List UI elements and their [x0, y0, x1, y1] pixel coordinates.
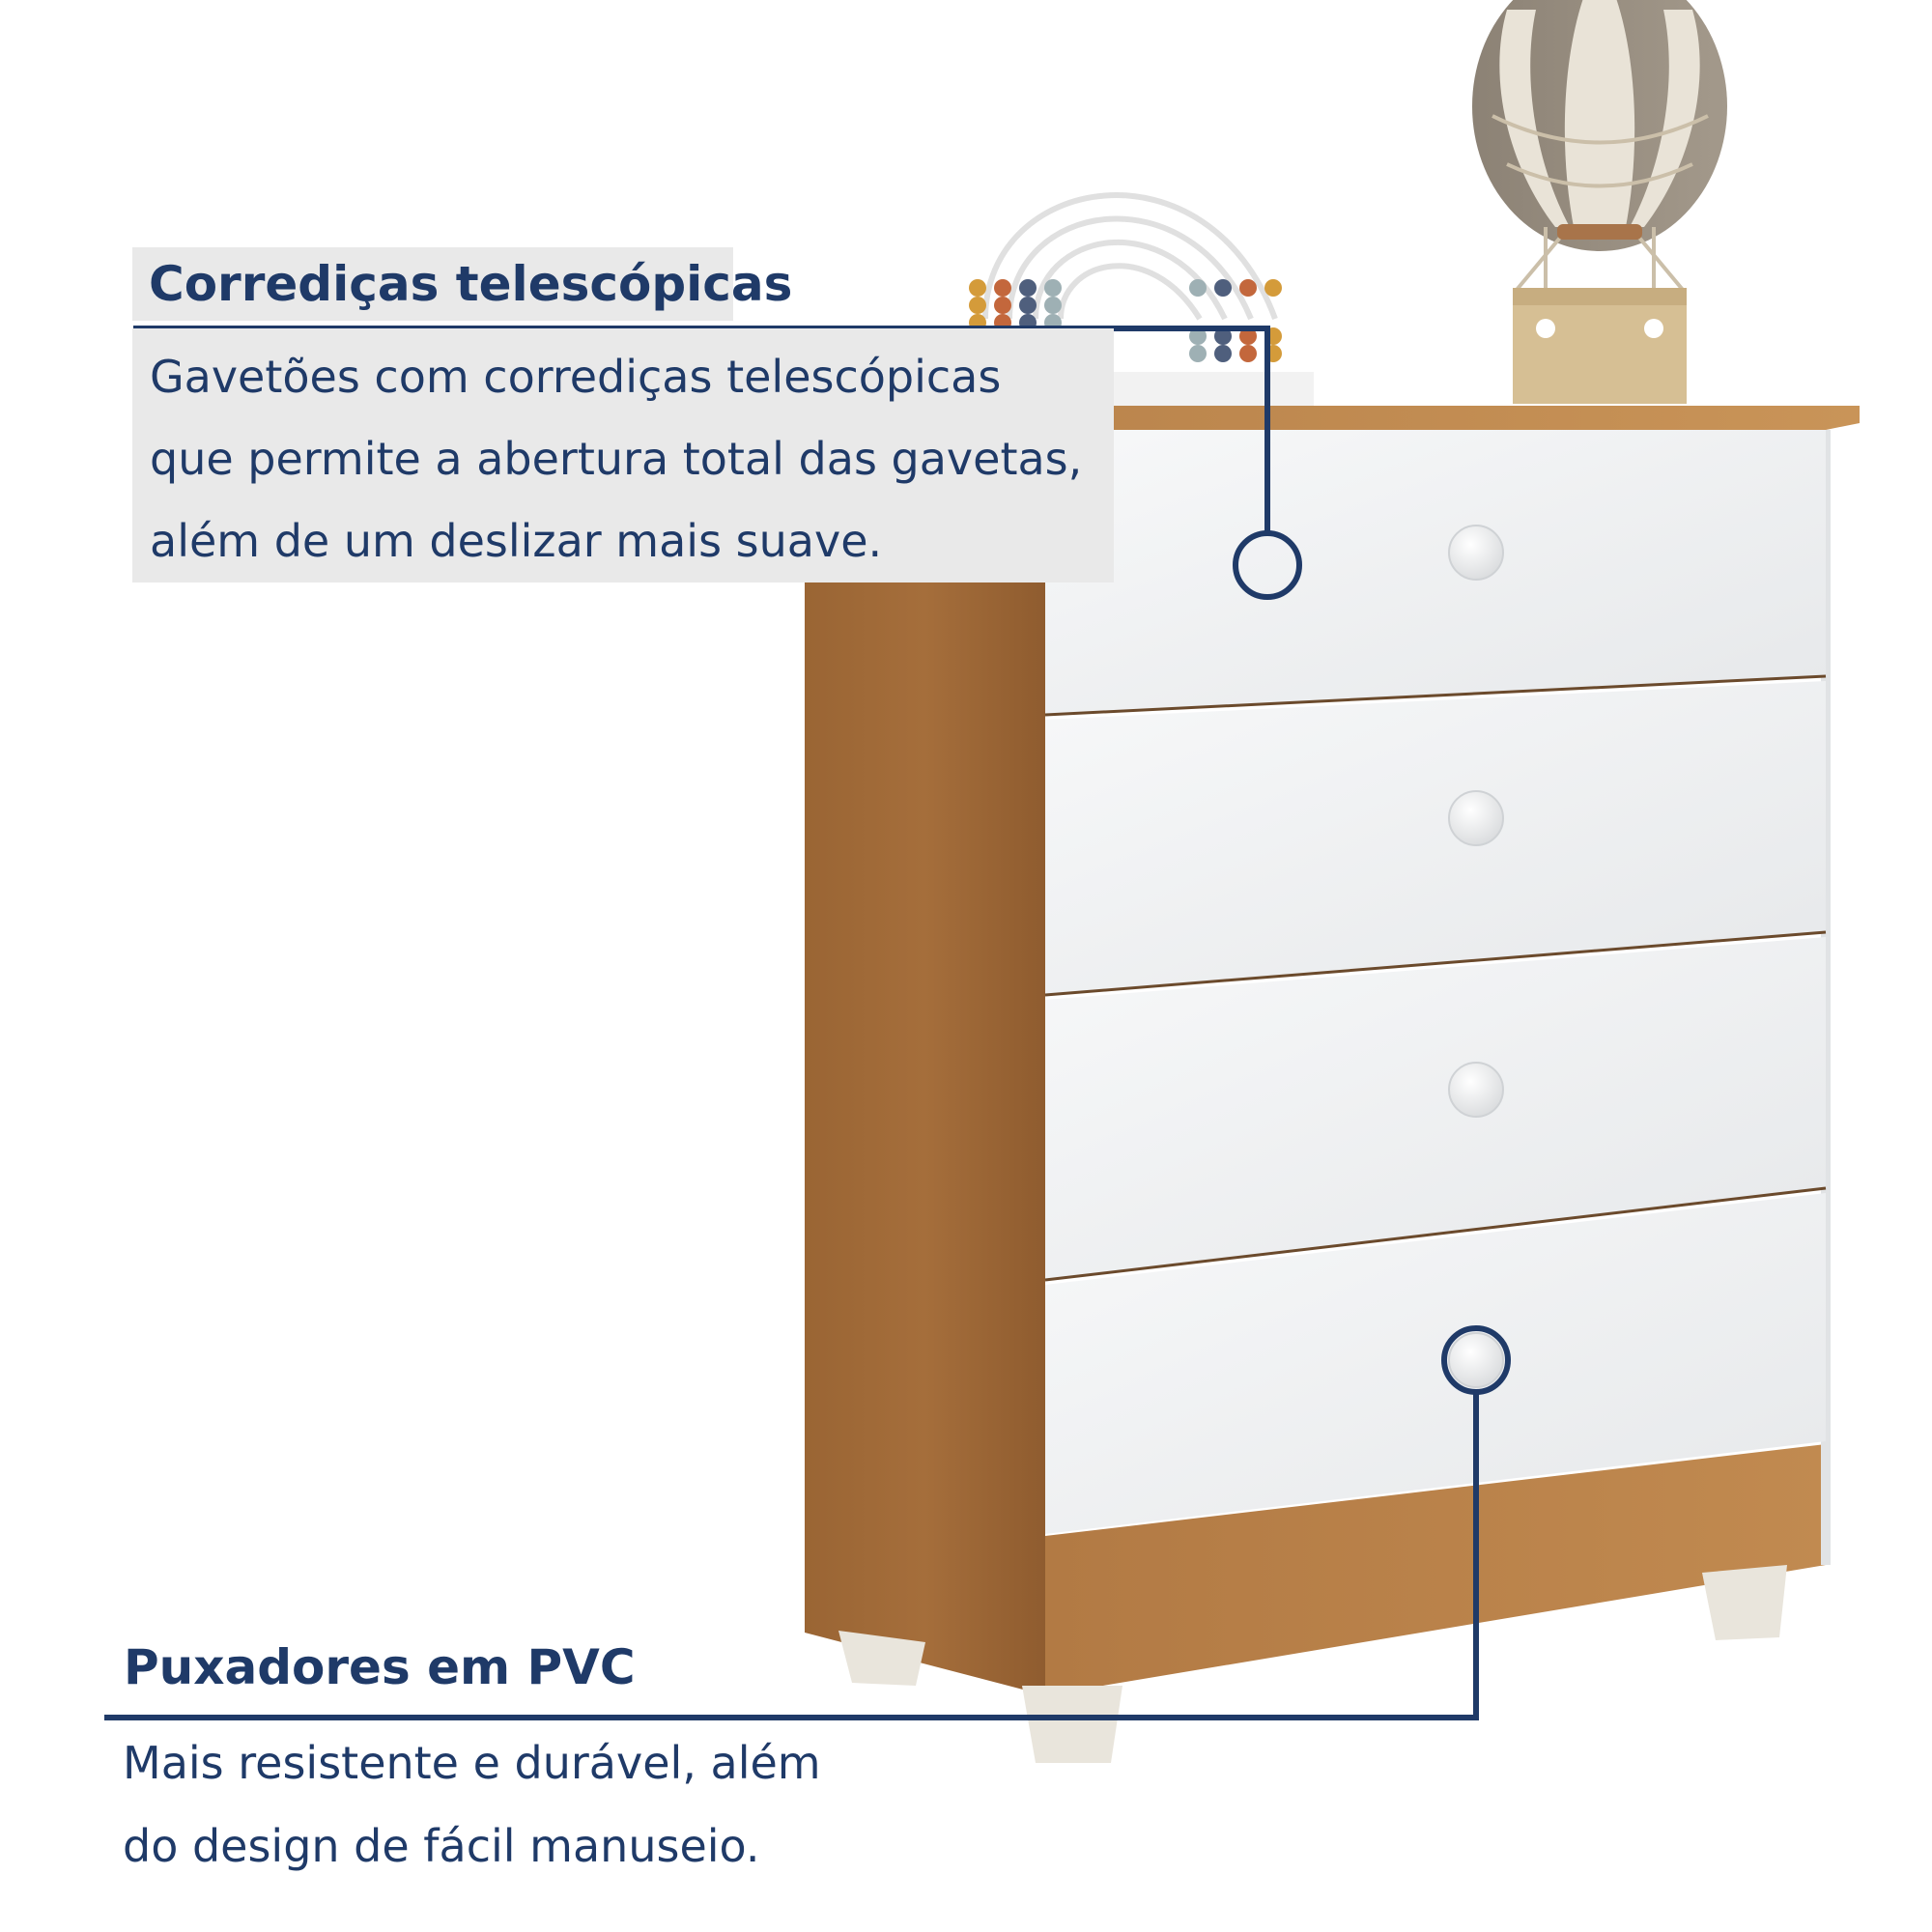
callout-1-description-line: que permite a abertura total das gavetas,	[150, 433, 1083, 485]
drawer-knob-icon	[1449, 1333, 1503, 1387]
callout-1-title: Corrediças telescópicas	[149, 256, 793, 312]
callout-2-description-line: do design de fácil manuseio.	[123, 1820, 760, 1872]
hot-air-balloon-decoration	[1472, 0, 1727, 404]
dresser-foot	[1702, 1565, 1787, 1640]
drawer-knob-icon	[1449, 791, 1503, 845]
dresser	[805, 406, 1860, 1763]
callout-1-description-line: além de um deslizar mais suave.	[150, 515, 883, 567]
callout-1-description-line: Gavetões com corrediças telescópicas	[150, 351, 1002, 403]
dresser-foot	[1022, 1686, 1122, 1763]
drawer-1	[1045, 430, 1826, 715]
drawer-knob-icon	[1449, 526, 1503, 580]
dresser-side-panel	[805, 425, 1045, 1695]
drawer-knob-icon	[1449, 1063, 1503, 1117]
callout-2-title: Puxadores em PVC	[124, 1639, 636, 1695]
callout-2-description-line: Mais resistente e durável, além	[123, 1737, 821, 1789]
